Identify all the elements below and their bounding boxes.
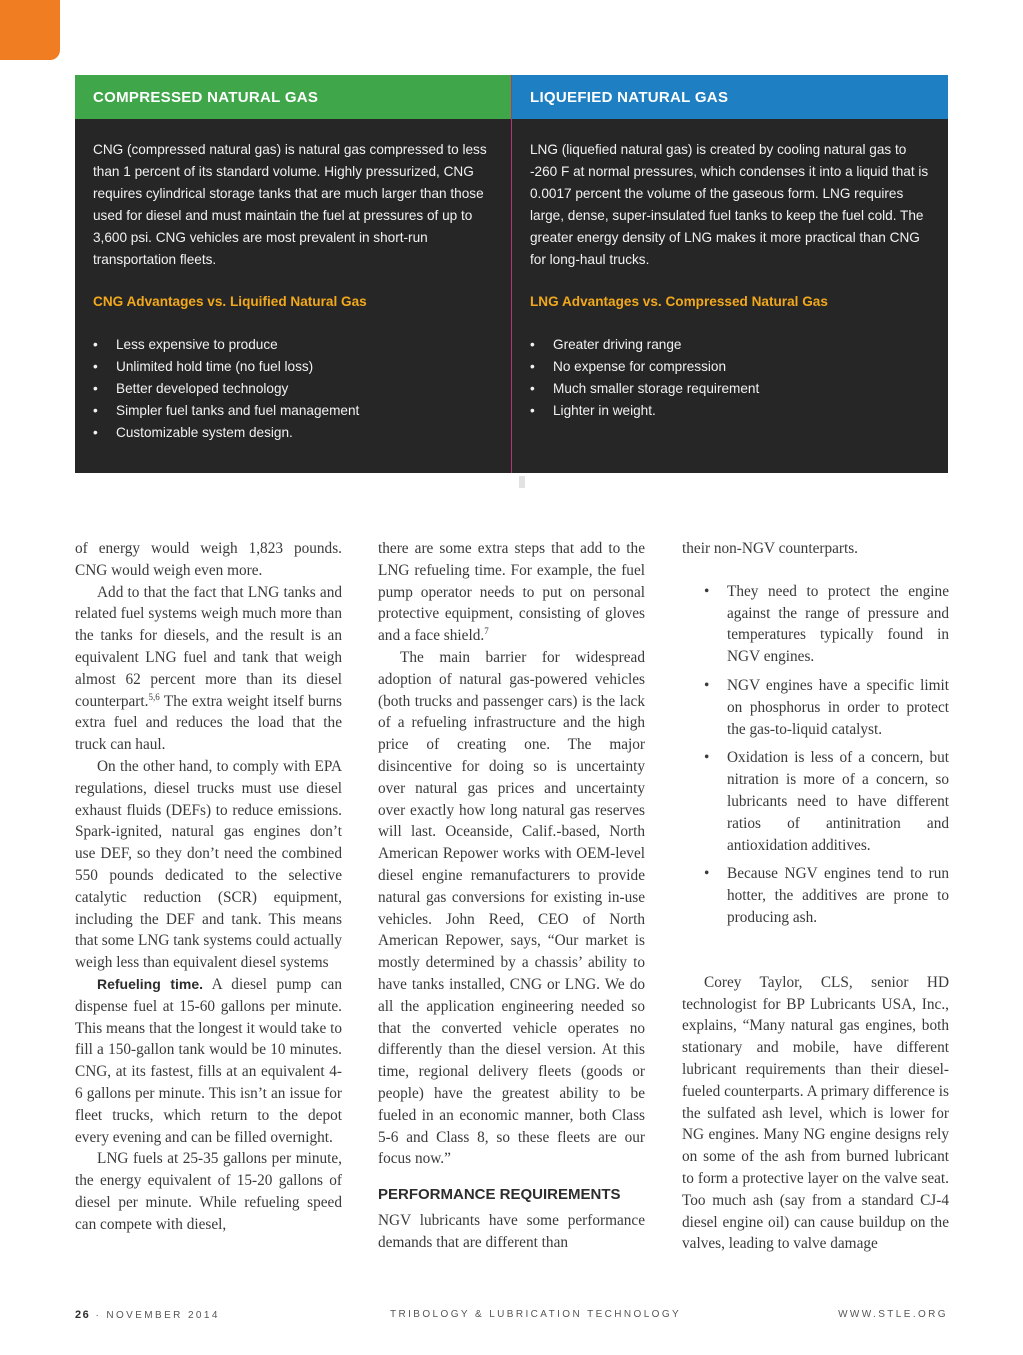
list-item: • Greater driving range	[530, 334, 930, 356]
cng-column	[75, 75, 511, 473]
paragraph: LNG fuels at 25-35 gallons per minute, the energy equivalent of 15-20 gallons of diesel per minute. While refueling speed can compete with diesel,	[75, 1150, 342, 1233]
comparison-sidebar	[75, 75, 948, 473]
paragraph: of energy would weigh 1,823 pounds. CNG would weigh even more.	[75, 540, 342, 579]
citation-ref: 5,6	[148, 691, 160, 702]
list-item: • Customizable system design.	[93, 422, 493, 444]
bullet-icon: •	[530, 403, 535, 419]
list-item: • Lighter in weight.	[530, 400, 930, 422]
list-item: • Better developed technology	[93, 378, 493, 400]
cng-heading: COMPRESSED NATURAL GAS	[75, 75, 511, 119]
bullet-icon: •	[704, 865, 710, 883]
lng-advantages-list	[530, 334, 930, 422]
footer-left	[75, 1309, 220, 1321]
paragraph: The main barrier for widespread adoption of natural gas-powered vehicles (both trucks and passenger cars) is the lack of a refueling infrastructure and the high price of creating one. The major disincentive for doing so is uncertainty over natural gas prices and uncertainty over exactly how long natural gas reserves will last. Oceanside, Calif.-based, North American Repower works with OEM-level diesel engine remanufacturers to provide natural gas conversions for existing in-use vehicles. John Reed, CEO of North American Repower, says, “Our market is mostly determined by a chassis’ ability to have tanks installed, CNG or LNG. We do all the application engineering needed so that the converted vehicle operates no differently than the diesel version. At this time, regional delivery fleets (goods or people) have the greatest ability to be fueled in an economic manner, both Class 5-6 and Class 8, so these fleets are our focus now.”	[378, 648, 645, 1168]
list-item: • Because NGV engines tend to run hotter, the additives are prone to producing ash.	[704, 865, 949, 926]
page-footer	[75, 1309, 948, 1325]
list-item: • Much smaller storage requirement	[530, 378, 930, 400]
list-item: • Simpler fuel tanks and fuel management	[93, 400, 493, 422]
list-item: • Less expensive to produce	[93, 334, 493, 356]
bullet-icon: •	[530, 359, 535, 375]
article-column-3	[682, 538, 949, 1255]
cng-advantages-list	[93, 334, 493, 444]
bullet-icon: •	[93, 425, 98, 441]
bullet-icon: •	[704, 582, 710, 600]
lng-description: LNG (liquefied natural gas) is created by cooling natural gas to -260 F at normal pressures, which condenses it into a liquid that is 0.0017 percent the volume of the gaseous form. LNG requires large, dense, super-insulated fuel tanks to keep the fuel cold. The greater energy density of LNG makes it more practical than CNG for long-haul trucks.	[530, 142, 929, 267]
lng-column	[512, 75, 948, 473]
bullet-icon: •	[530, 337, 535, 353]
lubricant-demands-list	[704, 581, 949, 929]
cng-description: CNG (compressed natural gas) is natural gas compressed to less than 1 percent of its standard volume. Highly pressurized, CNG requires cylindrical storage tanks that are much larger than those used for diesel and must maintain the fuel at pressures of up to 3,600 psi. CNG vehicles are most prevalent in short-run transportation fleets.	[93, 142, 487, 267]
list-item: • Unlimited hold time (no fuel loss)	[93, 356, 493, 378]
bullet-icon: •	[93, 337, 98, 353]
paragraph: Corey Taylor, CLS, senior HD technologist for BP Lubricants USA, Inc., explains, “Many natural gas engines, both stationary and mobile, have different lubricant requirements than their diesel-fueled counterparts. A primary difference is the sulfated ash level, which is lower for NG engines. Many NG engine designs rely on some of the ash from burned lubricant to form a protective layer on the valve seat. Too much ash (say from a standard CJ-4 diesel engine oil) can cause buildup on the valves, leading to valve damage	[682, 973, 949, 1253]
cng-advantages-heading: CNG Advantages vs. Liquified Natural Gas	[93, 294, 367, 310]
paragraph: NGV lubricants have some performance demands that are different than	[378, 1212, 645, 1251]
list-item: • NGV engines have a specific limit on phosphorus in order to protect the gas-to-liquid catalyst.	[704, 676, 949, 738]
list-item: • They need to protect the engine against the range of pressure and temperatures typically found in NGV engines.	[704, 582, 949, 666]
citation-ref: 7	[484, 626, 489, 637]
article-column-2	[378, 538, 645, 1254]
lng-advantages-heading: LNG Advantages vs. Compressed Natural Gas	[530, 294, 828, 310]
paragraph: Add to that the fact that LNG tanks and related fuel systems weigh much more than the tanks for diesels, and the result is an equivalent LNG fuel and tank that weigh almost 62 percent more than its diesel counterpart.$^{5,6}$ The extra weight itself burns extra fuel and reduces the load that the truck can haul.	[75, 583, 342, 754]
bullet-icon: •	[530, 381, 535, 397]
paragraph: their non-NGV counterparts.	[682, 540, 859, 557]
bullet-icon: •	[93, 359, 98, 375]
page-number: 26	[75, 1309, 91, 1321]
paragraph: there are some extra steps that add to the LNG refueling time. For example, the fuel pump operator needs to put on personal protective equipment, consisting of gloves and a face shield.$^7$	[378, 540, 645, 645]
corner-tab	[0, 0, 60, 60]
publication-name: TRIBOLOGY & LUBRICATION TECHNOLOGY	[390, 1309, 682, 1320]
paragraph: On the other hand, to comply with EPA regulations, diesel trucks must use diesel exhaust fluids (DEFs) to reduce emissions. Spark-ignited, natural gas engines don’t use DEF, so they don’t need the combined 550 pounds dedicated to the selective catalytic reduction (SCR) equipment, including the DEF and tank. This means that some LNG tank systems could actually weigh less than equivalent diesel systems	[75, 757, 342, 972]
list-item: • Oxidation is less of a concern, but nitration is more of a concern, so lubricants need to have different ratios of antinitration and antioxidation additives.	[704, 749, 949, 854]
bullet-icon: •	[704, 676, 710, 694]
bullet-icon: •	[704, 749, 710, 767]
paragraph: Refueling time. A diesel pump can dispense fuel at 15-60 gallons per minute. This means that the longest it would take to fill a 150-gallon tank would be 10 minutes. CNG, at its fastest, fills at an equivalent 4-6 gallons per minute. This isn’t an issue for fleet trucks, which return to the depot every evening and can be filled overnight.	[75, 975, 342, 1146]
article-column-1	[75, 538, 342, 1236]
bullet-icon: •	[93, 403, 98, 419]
website-url: WWW.STLE.ORG	[838, 1309, 948, 1320]
footer-separator: ·	[95, 1310, 102, 1321]
issue-date: NOVEMBER 2014	[106, 1310, 220, 1321]
list-item: • No expense for compression	[530, 356, 930, 378]
bullet-icon: •	[93, 381, 98, 397]
page-fold-mark	[519, 476, 525, 488]
run-in-heading: Refueling time.	[97, 975, 203, 992]
section-heading: PERFORMANCE REQUIREMENTS	[378, 1186, 621, 1204]
lng-heading: LIQUEFIED NATURAL GAS	[512, 75, 948, 119]
